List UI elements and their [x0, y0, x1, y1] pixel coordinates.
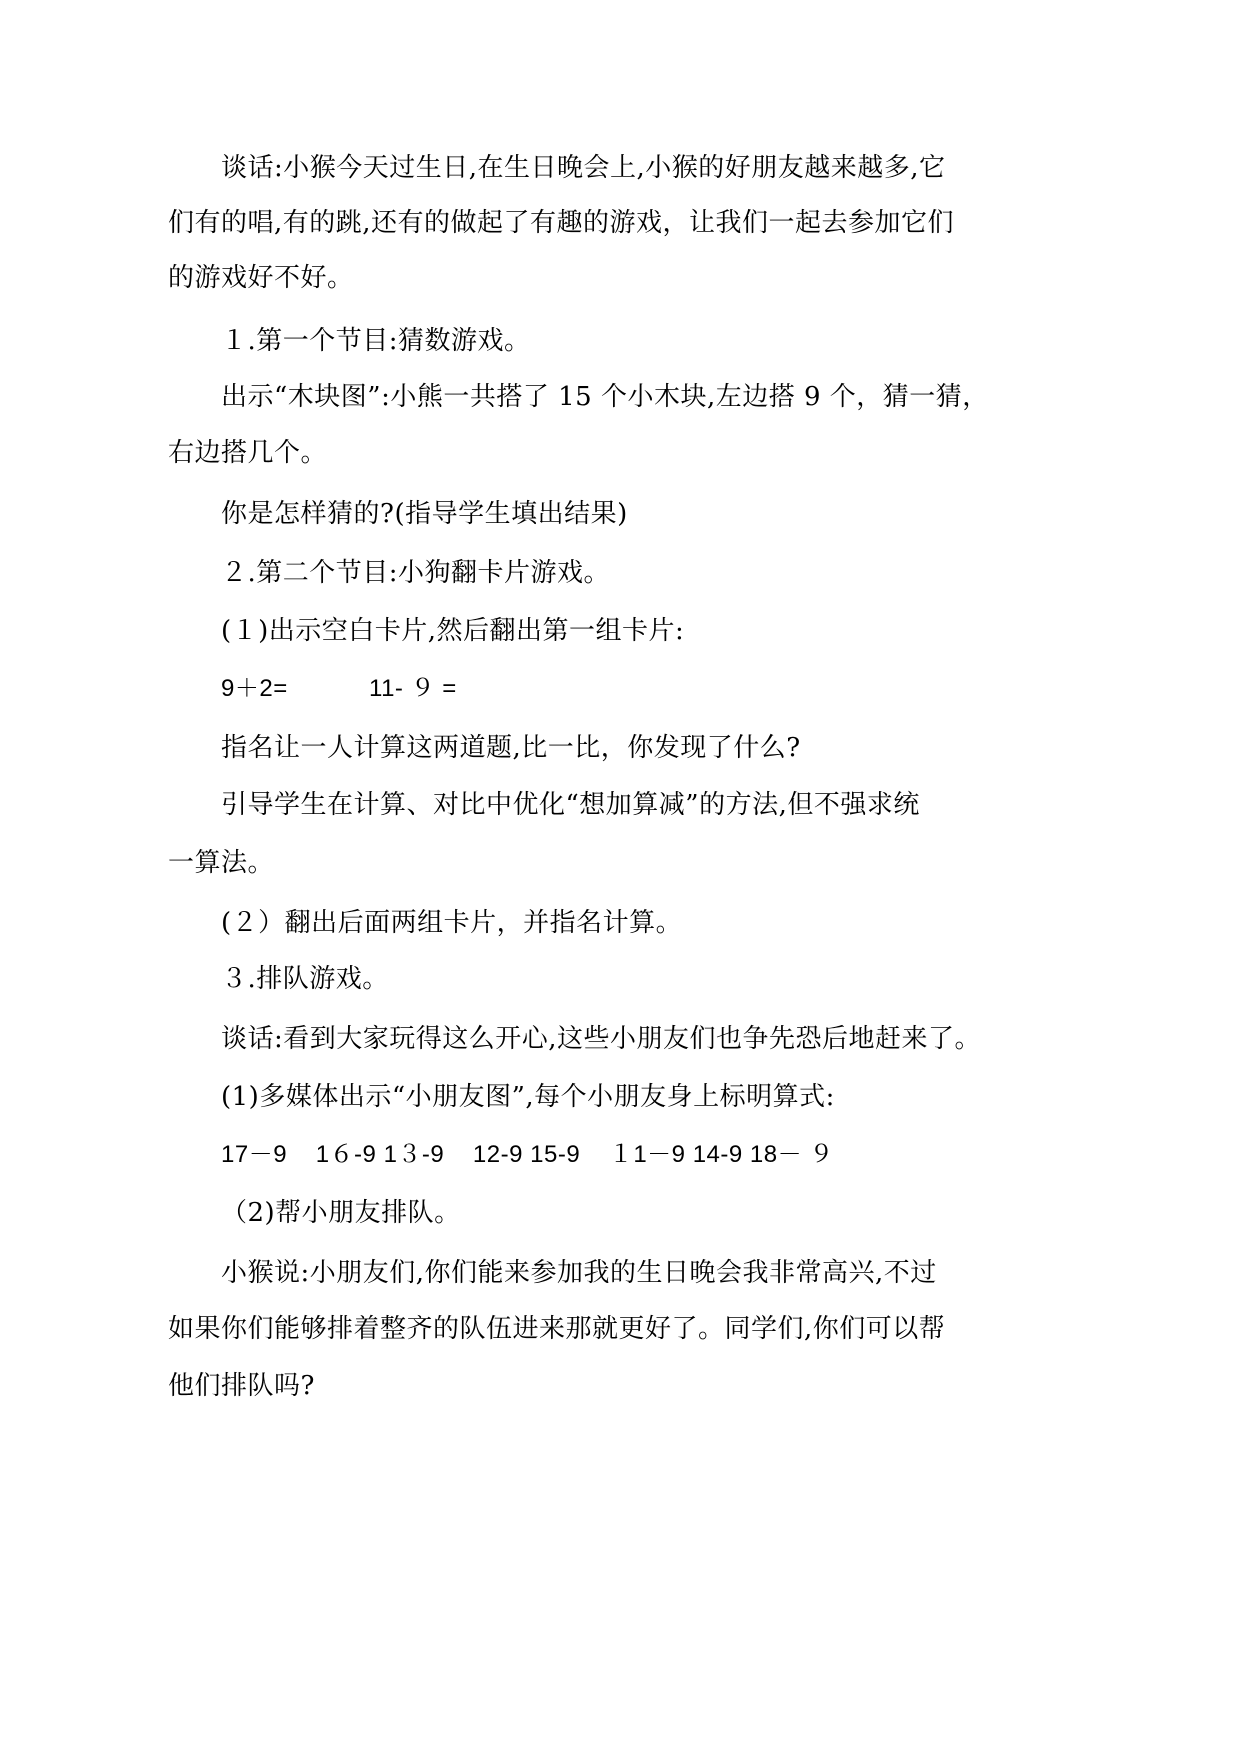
item2-equation-b: 11- ９ =: [369, 675, 457, 702]
item3-expressions: 17－9 1６-9 1３-9 12-9 15-9 １1－9 14-9 18－ ９: [221, 1141, 834, 1168]
monkey-line-3: 他们排队吗?: [168, 1371, 315, 1401]
monkey-line-2: 如果你们能够排着整齐的队伍进来那就更好了。同学们,你们可以帮: [168, 1314, 946, 1344]
item2-equation-a: 9＋2=: [221, 675, 288, 702]
item2-guide-line-1: 引导学生在计算、对比中优化“想加算减”的方法,但不强求统: [221, 790, 920, 820]
item1-show-line-1: 出示“木块图”:小熊一共搭了 15 个小木块,左边搭 9 个，猜一猜，: [221, 382, 989, 412]
item1-heading: １.第一个节目:猜数游戏。: [221, 326, 531, 356]
item2-guide-line-2: 一算法。: [168, 848, 275, 878]
item1-question: 你是怎样猜的?(指导学生填出结果): [221, 499, 628, 529]
item2-step-1: (１)出示空白卡片,然后翻出第一组卡片:: [221, 616, 685, 646]
item2-step-2: (２）翻出后面两组卡片，并指名计算。: [221, 908, 683, 938]
item1-show-line-2: 右边搭几个。: [168, 438, 328, 468]
monkey-line-1: 小猴说:小朋友们,你们能来参加我的生日晚会我非常高兴,不过: [221, 1258, 937, 1288]
item3-talk: 谈话:看到大家玩得这么开心,这些小朋友们也争先恐后地赶来了。: [221, 1024, 982, 1054]
item2-compare: 指名让一人计算这两道题,比一比，你发现了什么?: [221, 733, 801, 763]
intro-line-3: 的游戏好不好。: [168, 263, 354, 293]
intro-line-2: 们有的唱,有的跳,还有的做起了有趣的游戏，让我们一起去参加它们: [168, 208, 955, 238]
item3-step-1: (1)多媒体出示“小朋友图”,每个小朋友身上标明算式:: [221, 1082, 835, 1112]
item3-heading: ３.排队游戏。: [221, 964, 389, 994]
intro-line-1: 谈话:小猴今天过生日,在生日晚会上,小猴的好朋友越来越多,它: [221, 153, 946, 183]
item3-step-2: （2)帮小朋友排队。: [221, 1198, 461, 1228]
item2-heading: ２.第二个节目:小狗翻卡片游戏。: [221, 558, 611, 588]
